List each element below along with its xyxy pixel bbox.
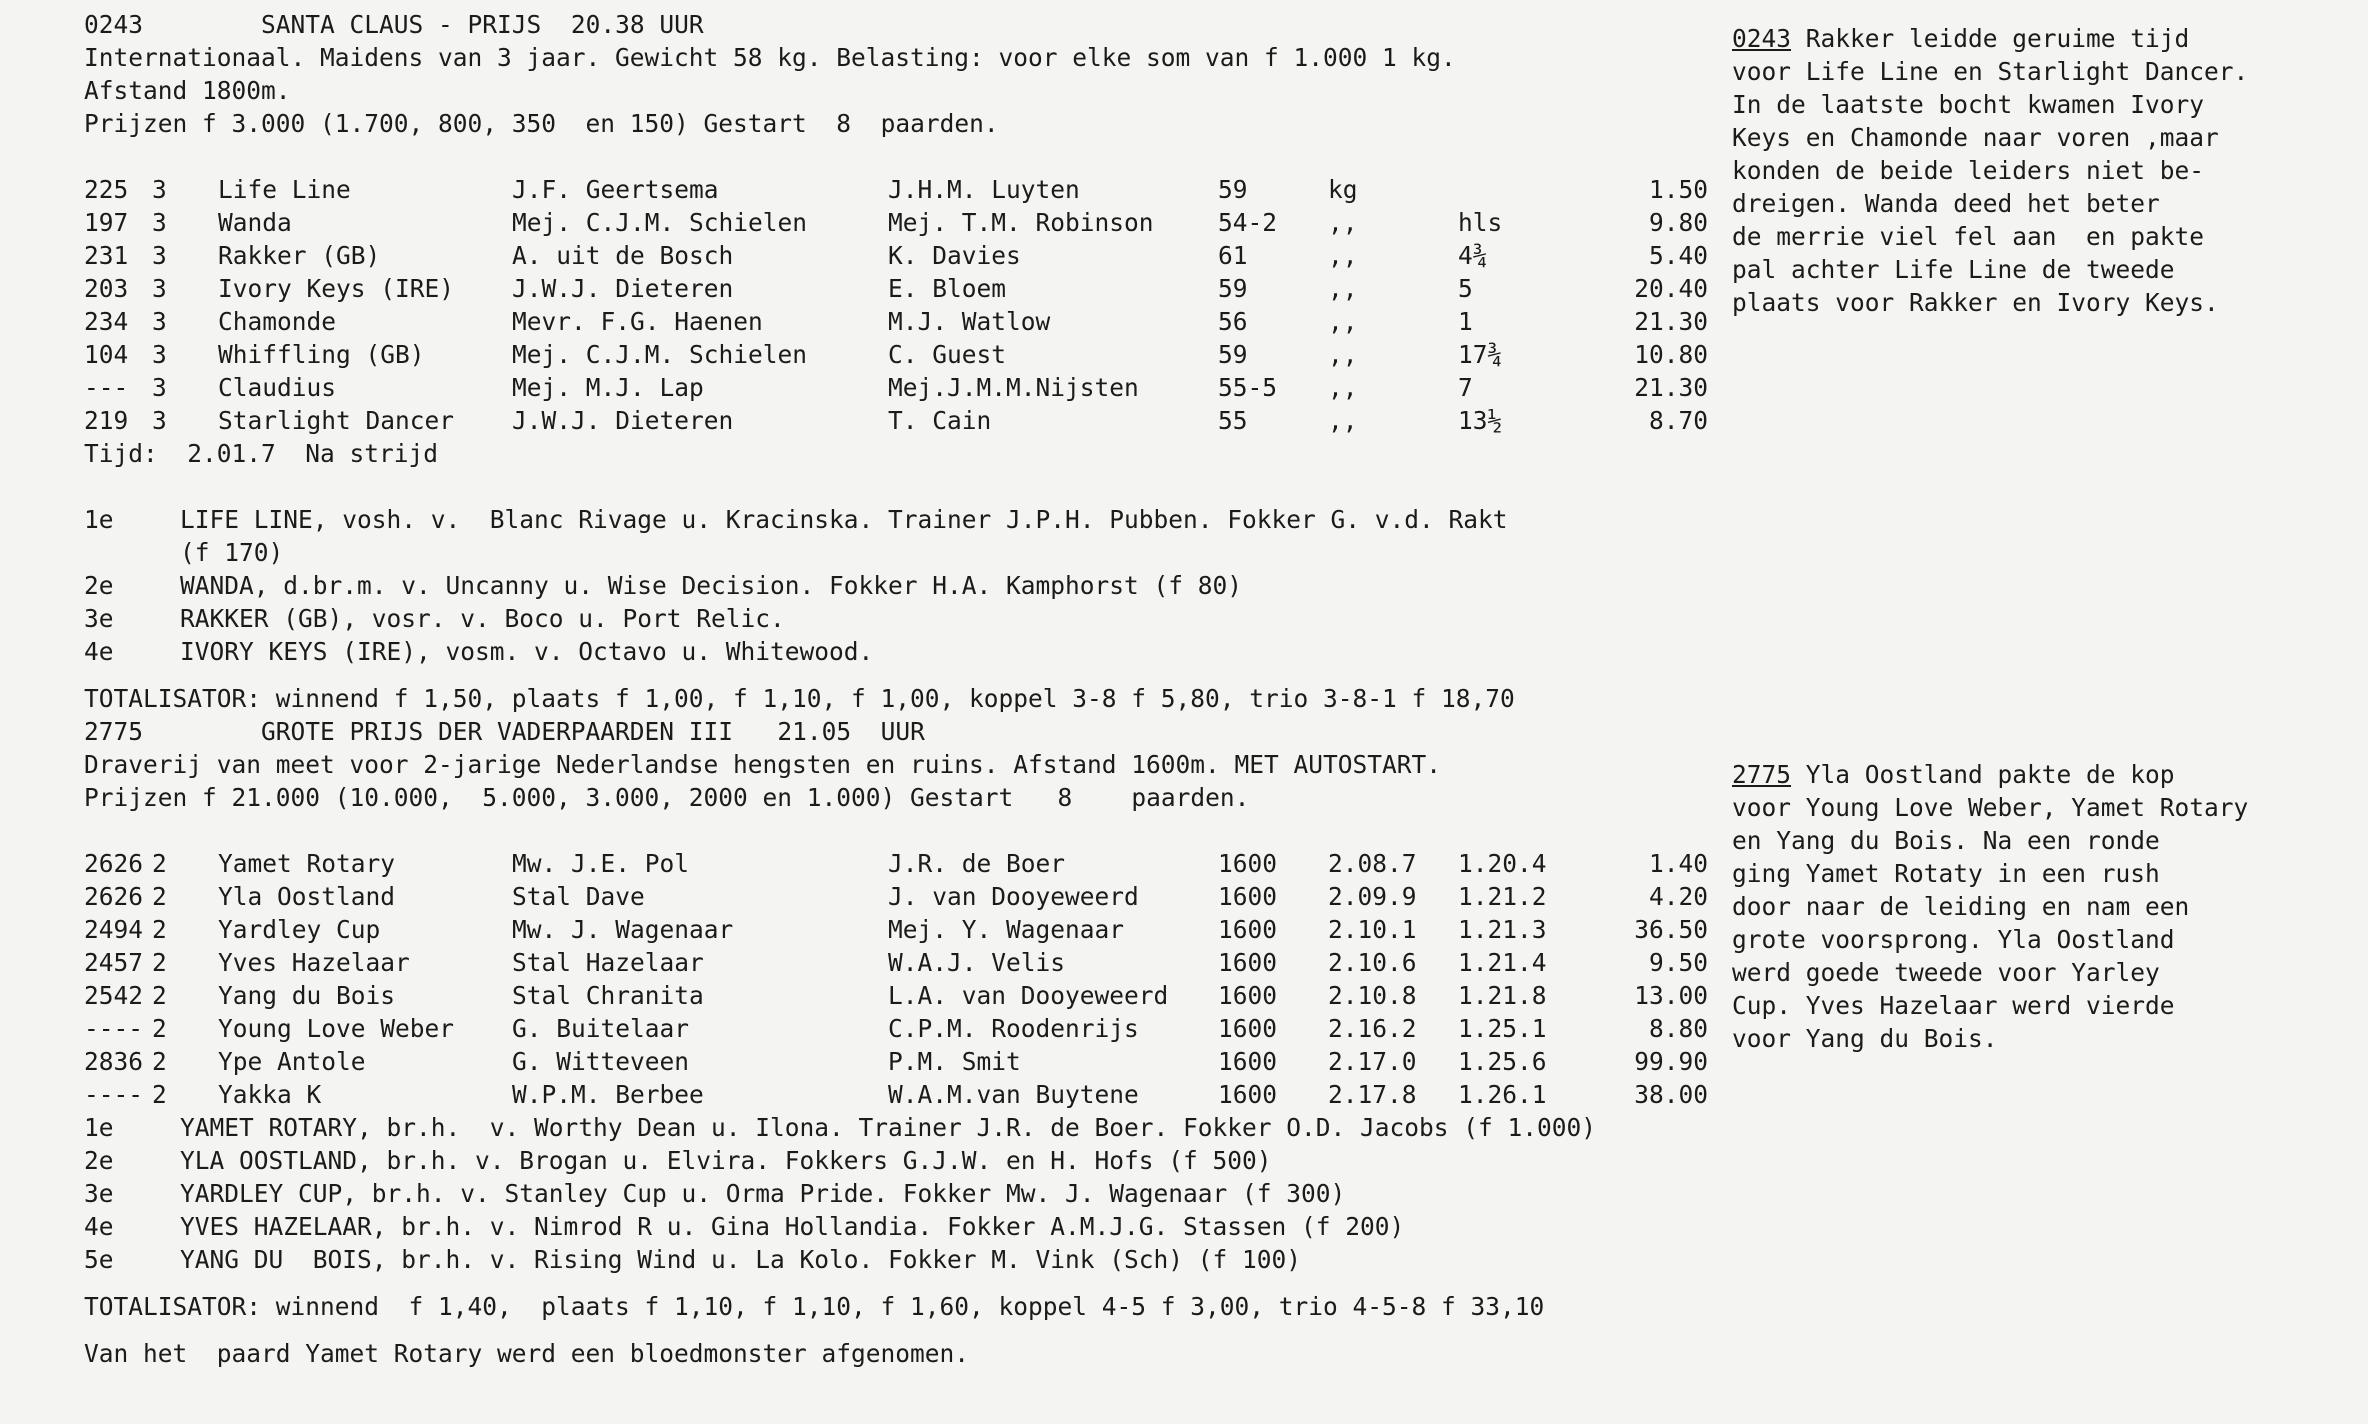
cell-age: 2 xyxy=(152,849,167,878)
cell-horse-number: 2626 xyxy=(84,849,144,878)
cell-horse-number: --- xyxy=(84,373,129,402)
cell-jockey: C. Guest xyxy=(888,340,1007,369)
cell-odds: 99.90 xyxy=(1634,1047,1708,1076)
cell-jockey: Mej. T.M. Robinson xyxy=(888,208,1154,237)
cell-jockey: Mej.J.M.M.Nijsten xyxy=(888,373,1139,402)
race2-title: GROTE PRIJS DER VADERPAARDEN III xyxy=(261,717,734,746)
placing-rank: 4e xyxy=(84,637,114,666)
commentary1-line-2: In de laatste bocht kwamen Ivory xyxy=(1732,90,2205,119)
cell-weight-distance: 59 xyxy=(1218,340,1248,369)
commentary1-line-4: konden de beide leiders niet be- xyxy=(1732,156,2205,185)
cell-jockey: J.H.M. Luyten xyxy=(888,175,1080,204)
cell-margin-rate: 1.21.2 xyxy=(1458,882,1547,911)
cell-age: 2 xyxy=(152,981,167,1010)
cell-owner: A. uit de Bosch xyxy=(512,241,734,270)
cell-margin-rate: 1.26.1 xyxy=(1458,1080,1547,1109)
placing-line xyxy=(84,1144,1764,1177)
cell-horse-name: Rakker (GB) xyxy=(218,241,381,270)
placing-rank: 2e xyxy=(84,1146,114,1175)
table-row xyxy=(84,239,1708,272)
cell-weight-distance: 55-5 xyxy=(1218,373,1278,402)
table-row xyxy=(84,979,1708,1012)
cell-weight-distance: 59 xyxy=(1218,175,1248,204)
table-row xyxy=(84,1078,1708,1111)
placing-line xyxy=(84,1111,1764,1144)
race2-prizes-line xyxy=(84,781,1764,814)
cell-owner: G. Buitelaar xyxy=(512,1014,690,1043)
cell-age: 3 xyxy=(152,373,167,402)
race2-results-table xyxy=(84,847,1708,1111)
cell-age: 3 xyxy=(152,274,167,303)
cell-odds: 9.50 xyxy=(1648,948,1708,977)
cell-weight-distance: 55 xyxy=(1218,406,1248,435)
cell-margin-rate: 13½ xyxy=(1458,406,1503,435)
cell-weight-distance: 61 xyxy=(1218,241,1248,270)
cell-horse-number: 231 xyxy=(84,241,129,270)
race2-started-suffix: paarden. xyxy=(1131,783,1250,812)
cell-owner: J.W.J. Dieteren xyxy=(512,406,734,435)
table-row xyxy=(84,946,1708,979)
cell-unit-time: ,, xyxy=(1328,406,1358,435)
results-column xyxy=(84,8,1764,1370)
cell-jockey: T. Cain xyxy=(888,406,992,435)
cell-weight-distance: 1600 xyxy=(1218,1080,1278,1109)
cell-weight-distance: 1600 xyxy=(1218,1014,1278,1043)
cell-age: 3 xyxy=(152,241,167,270)
cell-weight-distance: 56 xyxy=(1218,307,1248,336)
cell-odds: 10.80 xyxy=(1634,340,1708,369)
cell-horse-name: Yardley Cup xyxy=(218,915,381,944)
commentary1-number: 0243 xyxy=(1732,24,1792,53)
cell-age: 2 xyxy=(152,1080,167,1109)
cell-horse-number: 203 xyxy=(84,274,129,303)
cell-horse-name: Wanda xyxy=(218,208,292,237)
table-row xyxy=(84,404,1708,437)
cell-horse-name: Yves Hazelaar xyxy=(218,948,410,977)
table-row xyxy=(84,1012,1708,1045)
cell-unit-time: ,, xyxy=(1328,208,1358,237)
table-row xyxy=(84,206,1708,239)
cell-unit-time: 2.09.9 xyxy=(1328,882,1417,911)
commentary2-line-3: ging Yamet Rotaty in een rush xyxy=(1732,859,2160,888)
cell-horse-number: 234 xyxy=(84,307,129,336)
cell-age: 3 xyxy=(152,175,167,204)
cell-odds: 8.70 xyxy=(1648,406,1708,435)
cell-jockey: Mej. Y. Wagenaar xyxy=(888,915,1125,944)
placing-rank: 4e xyxy=(84,1212,114,1241)
placing-line xyxy=(84,1210,1764,1243)
race2-prizes: Prijzen f 21.000 (10.000, 5.000, 3.000, 2000 en 1.000) Gestart xyxy=(84,783,1014,812)
cell-odds: 4.20 xyxy=(1648,882,1708,911)
race1-time: 20.38 UUR xyxy=(570,10,704,39)
table-row xyxy=(84,272,1708,305)
cell-weight-distance: 1600 xyxy=(1218,882,1278,911)
cell-horse-number: 2542 xyxy=(84,981,144,1010)
commentary1-line-5: dreigen. Wanda deed het beter xyxy=(1732,189,2160,218)
commentary2-line-4: door naar de leiding en nam een xyxy=(1732,892,2190,921)
cell-unit-time: 2.10.8 xyxy=(1328,981,1417,1010)
cell-unit-time: 2.16.2 xyxy=(1328,1014,1417,1043)
cell-owner: Stal Chranita xyxy=(512,981,704,1010)
placing-rank: 3e xyxy=(84,1179,114,1208)
table-row xyxy=(84,1045,1708,1078)
cell-odds: 21.30 xyxy=(1634,307,1708,336)
cell-jockey: J. van Dooyeweerd xyxy=(888,882,1139,911)
placing-text: IVORY KEYS (IRE), vosm. v. Octavo u. Whitewood. xyxy=(180,637,874,666)
cell-horse-name: Yakka K xyxy=(218,1080,322,1109)
race2-title-line xyxy=(84,715,1764,748)
cell-odds: 21.30 xyxy=(1634,373,1708,402)
table-row xyxy=(84,173,1708,206)
race1-distance: Afstand 1800m. xyxy=(84,76,291,105)
commentary2-number: 2775 xyxy=(1732,760,1792,789)
table-row xyxy=(84,305,1708,338)
cell-owner: W.P.M. Berbee xyxy=(512,1080,704,1109)
cell-odds: 8.80 xyxy=(1648,1014,1708,1043)
cell-horse-name: Whiffling (GB) xyxy=(218,340,425,369)
cell-weight-distance: 59 xyxy=(1218,274,1248,303)
cell-margin-rate: 1.20.4 xyxy=(1458,849,1547,878)
cell-owner: J.F. Geertsema xyxy=(512,175,719,204)
race2-totalisator: TOTALISATOR: winnend f 1,40, plaats f 1,10, f 1,10, f 1,60, koppel 4-5 f 3,00, trio 4-5-8 f 33,10 xyxy=(84,1292,1545,1321)
cell-odds: 1.40 xyxy=(1648,849,1708,878)
cell-horse-number: ---- xyxy=(84,1014,144,1043)
cell-owner: J.W.J. Dieteren xyxy=(512,274,734,303)
cell-horse-number: 104 xyxy=(84,340,129,369)
race2-started-count: 8 xyxy=(1057,783,1073,812)
cell-jockey: C.P.M. Roodenrijs xyxy=(888,1014,1139,1043)
cell-margin-rate: 1.21.3 xyxy=(1458,915,1547,944)
cell-jockey: P.M. Smit xyxy=(888,1047,1021,1076)
cell-horse-name: Life Line xyxy=(218,175,351,204)
placing-line xyxy=(84,503,1764,536)
cell-horse-name: Yla Oostland xyxy=(218,882,396,911)
table-row xyxy=(84,913,1708,946)
race1-started-count: 8 xyxy=(836,109,852,138)
placing-rank: 5e xyxy=(84,1245,114,1274)
cell-weight-distance: 1600 xyxy=(1218,1047,1278,1076)
table-row xyxy=(84,338,1708,371)
cell-horse-name: Ivory Keys (IRE) xyxy=(218,274,455,303)
placing-text: LIFE LINE, vosh. v. Blanc Rivage u. Kracinska. Trainer J.P.H. Pubben. Fokker G. v.d. Rakt xyxy=(180,505,1508,534)
cell-jockey: L.A. van Dooyeweerd xyxy=(888,981,1169,1010)
cell-age: 2 xyxy=(152,915,167,944)
cell-horse-name: Claudius xyxy=(218,373,337,402)
cell-jockey: J.R. de Boer xyxy=(888,849,1066,878)
cell-horse-name: Chamonde xyxy=(218,307,337,336)
cell-unit-time: ,, xyxy=(1328,373,1358,402)
cell-unit-time: ,, xyxy=(1328,274,1358,303)
cell-margin-rate: 1.21.8 xyxy=(1458,981,1547,1010)
commentary2-line-0: Yla Oostland pakte de kop xyxy=(1791,760,2175,789)
race1-placings xyxy=(84,503,1764,668)
cell-owner: Mw. J. Wagenaar xyxy=(512,915,734,944)
cell-unit-time: 2.17.8 xyxy=(1328,1080,1417,1109)
cell-age: 2 xyxy=(152,882,167,911)
race1-started-suffix: paarden. xyxy=(880,109,999,138)
commentary2-line-2: en Yang du Bois. Na een ronde xyxy=(1732,826,2160,855)
cell-unit-time: ,, xyxy=(1328,241,1358,270)
cell-margin-rate: 1.25.6 xyxy=(1458,1047,1547,1076)
cell-horse-number: 2494 xyxy=(84,915,144,944)
table-row xyxy=(84,880,1708,913)
table-row xyxy=(84,847,1708,880)
cell-weight-distance: 1600 xyxy=(1218,981,1278,1010)
cell-unit-time: 2.17.0 xyxy=(1328,1047,1417,1076)
cell-weight-distance: 54-2 xyxy=(1218,208,1278,237)
placing-text: RAKKER (GB), vosr. v. Boco u. Port Relic. xyxy=(180,604,785,633)
race1-results-table xyxy=(84,173,1708,437)
placing-line xyxy=(84,635,1764,668)
cell-age: 2 xyxy=(152,1014,167,1043)
cell-horse-number: 2626 xyxy=(84,882,144,911)
placing-rank: 1e xyxy=(84,1113,114,1142)
placing-rank: 1e xyxy=(84,505,114,534)
cell-jockey: K. Davies xyxy=(888,241,1021,270)
cell-jockey: E. Bloem xyxy=(888,274,1007,303)
cell-horse-name: Yamet Rotary xyxy=(218,849,396,878)
placing-rank: 3e xyxy=(84,604,114,633)
cell-weight-distance: 1600 xyxy=(1218,948,1278,977)
cell-jockey: W.A.M.van Buytene xyxy=(888,1080,1139,1109)
cell-odds: 20.40 xyxy=(1634,274,1708,303)
race1-time-line: Tijd: 2.01.7 Na strijd xyxy=(84,439,439,468)
placing-text: YARDLEY CUP, br.h. v. Stanley Cup u. Orma Pride. Fokker Mw. J. Wagenaar (f 300) xyxy=(180,1179,1346,1208)
cell-owner: Stal Hazelaar xyxy=(512,948,704,977)
cell-horse-number: 219 xyxy=(84,406,129,435)
race2-time: 21.05 UUR xyxy=(777,717,925,746)
cell-weight-distance: 1600 xyxy=(1218,915,1278,944)
race1-title: SANTA CLAUS - PRIJS xyxy=(261,10,542,39)
cell-unit-time: 2.10.6 xyxy=(1328,948,1417,977)
cell-margin-rate: 1.25.1 xyxy=(1458,1014,1547,1043)
commentary2-line-6: werd goede tweede voor Yarley xyxy=(1732,958,2160,987)
cell-horse-number: 2457 xyxy=(84,948,144,977)
cell-horse-name: Ype Antole xyxy=(218,1047,366,1076)
cell-margin-rate: hls xyxy=(1458,208,1503,237)
cell-margin-rate xyxy=(1458,173,1568,206)
race2-placings xyxy=(84,1111,1764,1276)
cell-owner: Mevr. F.G. Haenen xyxy=(512,307,763,336)
cell-age: 3 xyxy=(152,406,167,435)
cell-margin-rate: 1 xyxy=(1458,307,1473,336)
commentary1-line-6: de merrie viel fel aan en pakte xyxy=(1732,222,2205,251)
commentary2-line-8: voor Yang du Bois. xyxy=(1732,1024,1998,1053)
commentary1-line-8: plaats voor Rakker en Ivory Keys. xyxy=(1732,288,2219,317)
cell-margin-rate: 17¾ xyxy=(1458,340,1503,369)
cell-odds: 5.40 xyxy=(1648,241,1708,270)
cell-margin-rate: 1.21.4 xyxy=(1458,948,1547,977)
cell-jockey: W.A.J. Velis xyxy=(888,948,1066,977)
cell-unit-time: kg xyxy=(1328,175,1358,204)
commentary1-line-1: voor Life Line en Starlight Dancer. xyxy=(1732,57,2249,86)
race1-title-line xyxy=(84,8,1764,41)
race2-note: Van het paard Yamet Rotary werd een bloedmonster afgenomen. xyxy=(84,1339,970,1368)
cell-unit-time: 2.10.1 xyxy=(1328,915,1417,944)
placing-line xyxy=(84,1177,1764,1210)
cell-margin-rate: 7 xyxy=(1458,373,1473,402)
cell-owner: Mej. C.J.M. Schielen xyxy=(512,208,808,237)
cell-horse-name: Yang du Bois xyxy=(218,981,396,1010)
table-row xyxy=(84,371,1708,404)
placing-line xyxy=(84,569,1764,602)
cell-owner: Stal Dave xyxy=(512,882,645,911)
placing-text: YAMET ROTARY, br.h. v. Worthy Dean u. Ilona. Trainer J.R. de Boer. Fokker O.D. Jacobs (f 1.000) xyxy=(180,1113,1597,1142)
race1-prizes-line xyxy=(84,107,1764,140)
cell-odds: 13.00 xyxy=(1634,981,1708,1010)
cell-odds: 36.50 xyxy=(1634,915,1708,944)
race1-totalisator: TOTALISATOR: winnend f 1,50, plaats f 1,00, f 1,10, f 1,00, koppel 3-8 f 5,80, trio 3-8-1 f 18,70 xyxy=(84,684,1515,713)
cell-age: 3 xyxy=(152,340,167,369)
race1-number: 0243 xyxy=(84,10,144,39)
cell-odds: 38.00 xyxy=(1634,1080,1708,1109)
cell-owner: Mej. M.J. Lap xyxy=(512,373,704,402)
cell-horse-number: ---- xyxy=(84,1080,144,1109)
cell-owner: Mej. C.J.M. Schielen xyxy=(512,340,808,369)
cell-age: 3 xyxy=(152,208,167,237)
placing-line xyxy=(84,1243,1764,1276)
placing-text: (f 170) xyxy=(180,538,284,567)
placing-line xyxy=(84,536,1764,569)
cell-unit-time: ,, xyxy=(1328,340,1358,369)
cell-owner: G. Witteveen xyxy=(512,1047,690,1076)
cell-age: 2 xyxy=(152,948,167,977)
cell-jockey: M.J. Watlow xyxy=(888,307,1051,336)
commentary-race1 xyxy=(1732,22,2332,319)
cell-owner: Mw. J.E. Pol xyxy=(512,849,690,878)
commentary2-line-1: voor Young Love Weber, Yamet Rotary xyxy=(1732,793,2249,822)
placing-text: YANG DU BOIS, br.h. v. Rising Wind u. La Kolo. Fokker M. Vink (Sch) (f 100) xyxy=(180,1245,1302,1274)
cell-horse-name: Starlight Dancer xyxy=(218,406,455,435)
commentary1-line-7: pal achter Life Line de tweede xyxy=(1732,255,2175,284)
placing-rank: 2e xyxy=(84,571,114,600)
placing-text: YLA OOSTLAND, br.h. v. Brogan u. Elvira. Fokkers G.J.W. en H. Hofs (f 500) xyxy=(180,1146,1272,1175)
cell-unit-time: ,, xyxy=(1328,307,1358,336)
commentary1-line-3: Keys en Chamonde naar voren ,maar xyxy=(1732,123,2219,152)
race1-prizes: Prijzen f 3.000 (1.700, 800, 350 en 150) Gestart xyxy=(84,109,807,138)
race2-number: 2775 xyxy=(84,717,144,746)
cell-weight-distance: 1600 xyxy=(1218,849,1278,878)
cell-age: 3 xyxy=(152,307,167,336)
cell-margin-rate: 5 xyxy=(1458,274,1473,303)
cell-horse-number: 225 xyxy=(84,175,129,204)
race2-conditions: Draverij van meet voor 2-jarige Nederlandse hengsten en ruins. Afstand 1600m. MET AUTOSTART. xyxy=(84,750,1442,779)
commentary-race2 xyxy=(1732,758,2332,1055)
placing-text: YVES HAZELAAR, br.h. v. Nimrod R u. Gina Hollandia. Fokker A.M.J.G. Stassen (f 200) xyxy=(180,1212,1405,1241)
commentary2-line-7: Cup. Yves Hazelaar werd vierde xyxy=(1732,991,2175,1020)
cell-margin-rate: 4¾ xyxy=(1458,241,1488,270)
commentary1-line-0: Rakker leidde geruime tijd xyxy=(1805,24,2190,53)
cell-odds: 9.80 xyxy=(1648,208,1708,237)
race1-conditions: Internationaal. Maidens van 3 jaar. Gewicht 58 kg. Belasting: voor elke som van f 1.000 1 kg. xyxy=(84,43,1456,72)
placing-line xyxy=(84,602,1764,635)
cell-horse-number: 2836 xyxy=(84,1047,144,1076)
cell-odds: 1.50 xyxy=(1648,175,1708,204)
commentary2-line-5: grote voorsprong. Yla Oostland xyxy=(1732,925,2175,954)
cell-horse-name: Young Love Weber xyxy=(218,1014,455,1043)
cell-unit-time: 2.08.7 xyxy=(1328,849,1417,878)
placing-text: WANDA, d.br.m. v. Uncanny u. Wise Decision. Fokker H.A. Kamphorst (f 80) xyxy=(180,571,1243,600)
cell-horse-number: 197 xyxy=(84,208,129,237)
cell-age: 2 xyxy=(152,1047,167,1076)
